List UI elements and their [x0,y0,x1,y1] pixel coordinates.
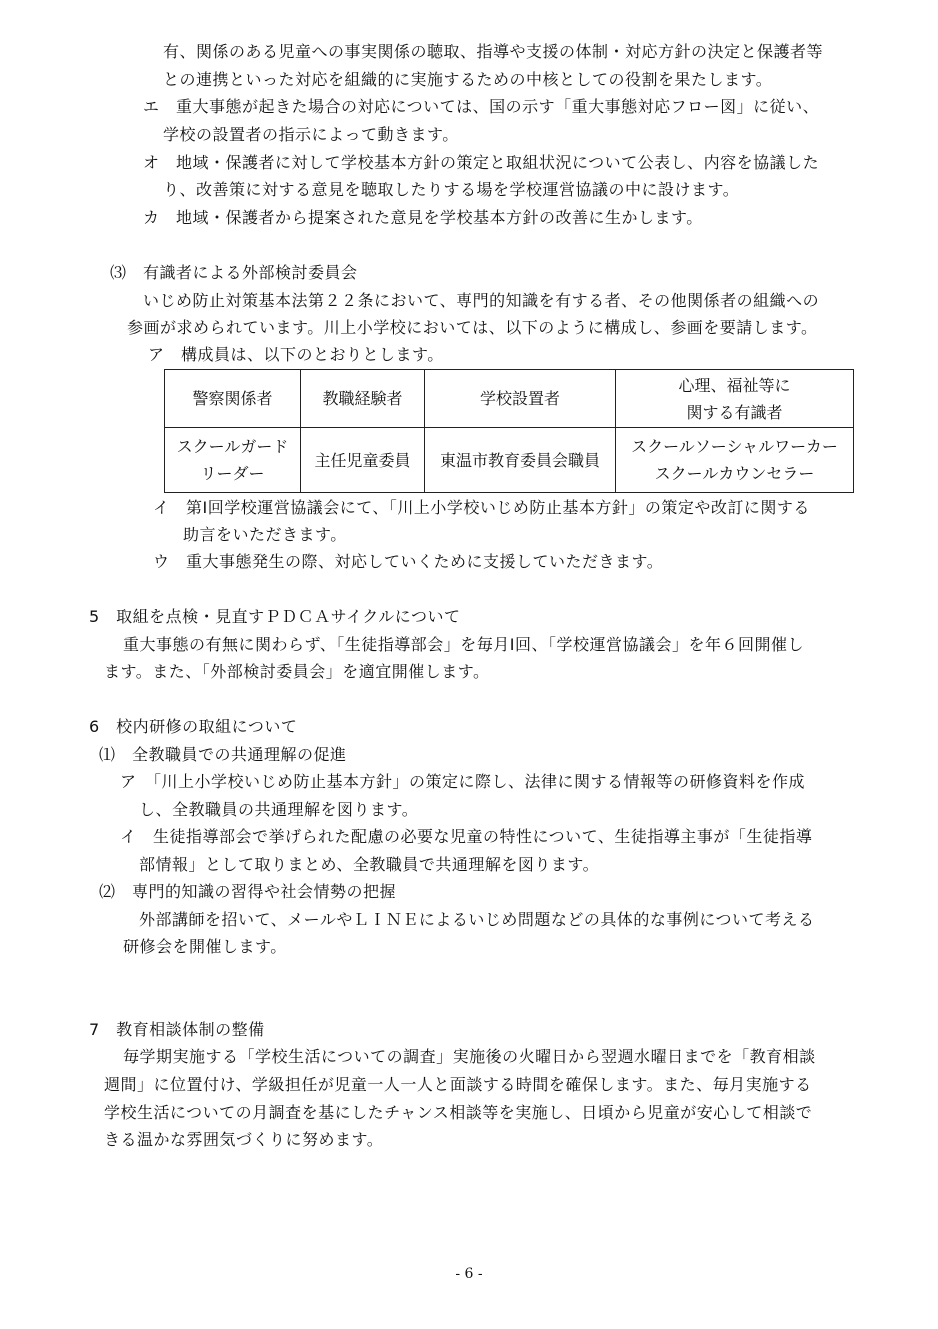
section-6-item-a-line-1: ア 「川上小学校いじめ防止基本方針」の策定に際し、法律に関する情報等の研修資料を作成 [120,772,806,791]
section-7-body-3: 学校生活についての月調査を基にしたチャンス相談等を実施し、日頃から児童が安心して相談で [104,1103,813,1122]
section-3-item-i-line-2: 助言をいただきます。 [183,525,347,544]
table-header-row [165,370,854,428]
section-3-body-1: いじめ防止対策基本法第２２条において、専門的知識を有する者、その他関係者の組織への [143,291,820,310]
table-cell: スクールガード リーダー [165,428,301,493]
item-o-line-1: オ 地域・保護者に対して学校基本方針の策定と取組状況について公表し、内容を協議した [143,153,820,172]
item-o-line-2: り、改善策に対する意見を聴取したりする場を学校運営協議の中に設けます。 [163,180,740,199]
table-cell: 東温市教育委員会職員 [425,428,616,493]
table-header-cell: 心理、福祉等に 関する有識者 [616,370,854,428]
section-6-item-i-line-2: 部情報」として取りまとめ、全教職員で共通理解を図ります。 [139,855,600,874]
section-6-item-a-line-2: し、全教職員の共通理解を図ります。 [139,800,419,819]
section-7-heading: 7 教育相談体制の整備 [89,1020,265,1039]
item-ka: カ 地域・保護者から提案された意見を学校基本方針の改善に生かします。 [143,208,703,227]
section-3-item-i-line-1: イ 第Ⅰ回学校運営協議会にて、「川上小学校いじめ防止基本方針」の策定や改訂に関する [153,498,810,517]
section-6-sub-2: ⑵ 専門的知識の習得や社会情勢の把握 [99,882,397,901]
section-7-body-1: 毎学期実施する「学校生活についての調査」実施後の火曜日から翌週水曜日までを「教育相談 [123,1047,816,1066]
section-6-sub-1: ⑴ 全教職員での共通理解の促進 [99,745,347,764]
section-6-body-1: 外部講師を招いて、メールやＬＩＮＥによるいじめ問題などの具体的な事例について考える [139,910,815,929]
intro-line-1: 有、関係のある児童への事実関係の聴取、指導や支援の体制・対応方針の決定と保護者等 [163,42,824,61]
section-6-body-2: 研修会を開催します。 [123,937,287,956]
section-6-heading: 6 校内研修の取組について [89,717,298,736]
section-5-body-1: 重大事態の有無に関わらず、「生徒指導部会」を毎月Ⅰ回、「学校運営協議会」を年６回開催し [123,635,804,654]
table-cell: スクールソーシャルワーカー スクールカウンセラー [616,428,854,493]
section-3-item-a: ア 構成員は、以下のとおりとします。 [148,345,444,364]
table-header-cell: 警察関係者 [165,370,301,428]
section-6-item-i-line-1: イ 生徒指導部会で挙げられた配慮の必要な児童の特性について、生徒指導主事が「生徒指導 [120,827,813,846]
item-e-line-2: 学校の設置者の指示によって動きます。 [163,125,459,144]
table-row [165,428,854,493]
committee-table [164,369,854,493]
section-3-body-2: 参画が求められています。川上小学校においては、以下のように構成し、参画を要請します。 [127,318,818,337]
item-e-line-1: エ 重大事態が起きた場合の対応については、国の示す「重大事態対応フロー図」に従い、 [143,97,820,116]
table-header-cell: 学校設置者 [425,370,616,428]
section-7-body-4: きる温かな雰囲気づくりに努めます。 [104,1130,384,1149]
section-7-body-2: 週間」に位置付け、学級担任が児童一人一人と面談する時間を確保します。また、毎月実施する [104,1075,812,1094]
table-cell: 主任児童委員 [301,428,425,493]
intro-line-2: との連携といった対応を組織的に実施するための中核としての役割を果たします。 [163,70,773,89]
section-3-heading: ⑶ 有識者による外部検討委員会 [110,263,358,282]
section-5-heading: 5 取組を点検・見直すＰＤＣＡサイクルについて [89,607,461,626]
section-5-body-2: ます。また、「外部検討委員会」を適宜開催します。 [104,662,490,681]
table-header-cell: 教職経験者 [301,370,425,428]
section-3-item-u: ウ 重大事態発生の際、対応していくために支援していただきます。 [153,552,664,571]
page-number: - 6 - [455,1266,483,1282]
